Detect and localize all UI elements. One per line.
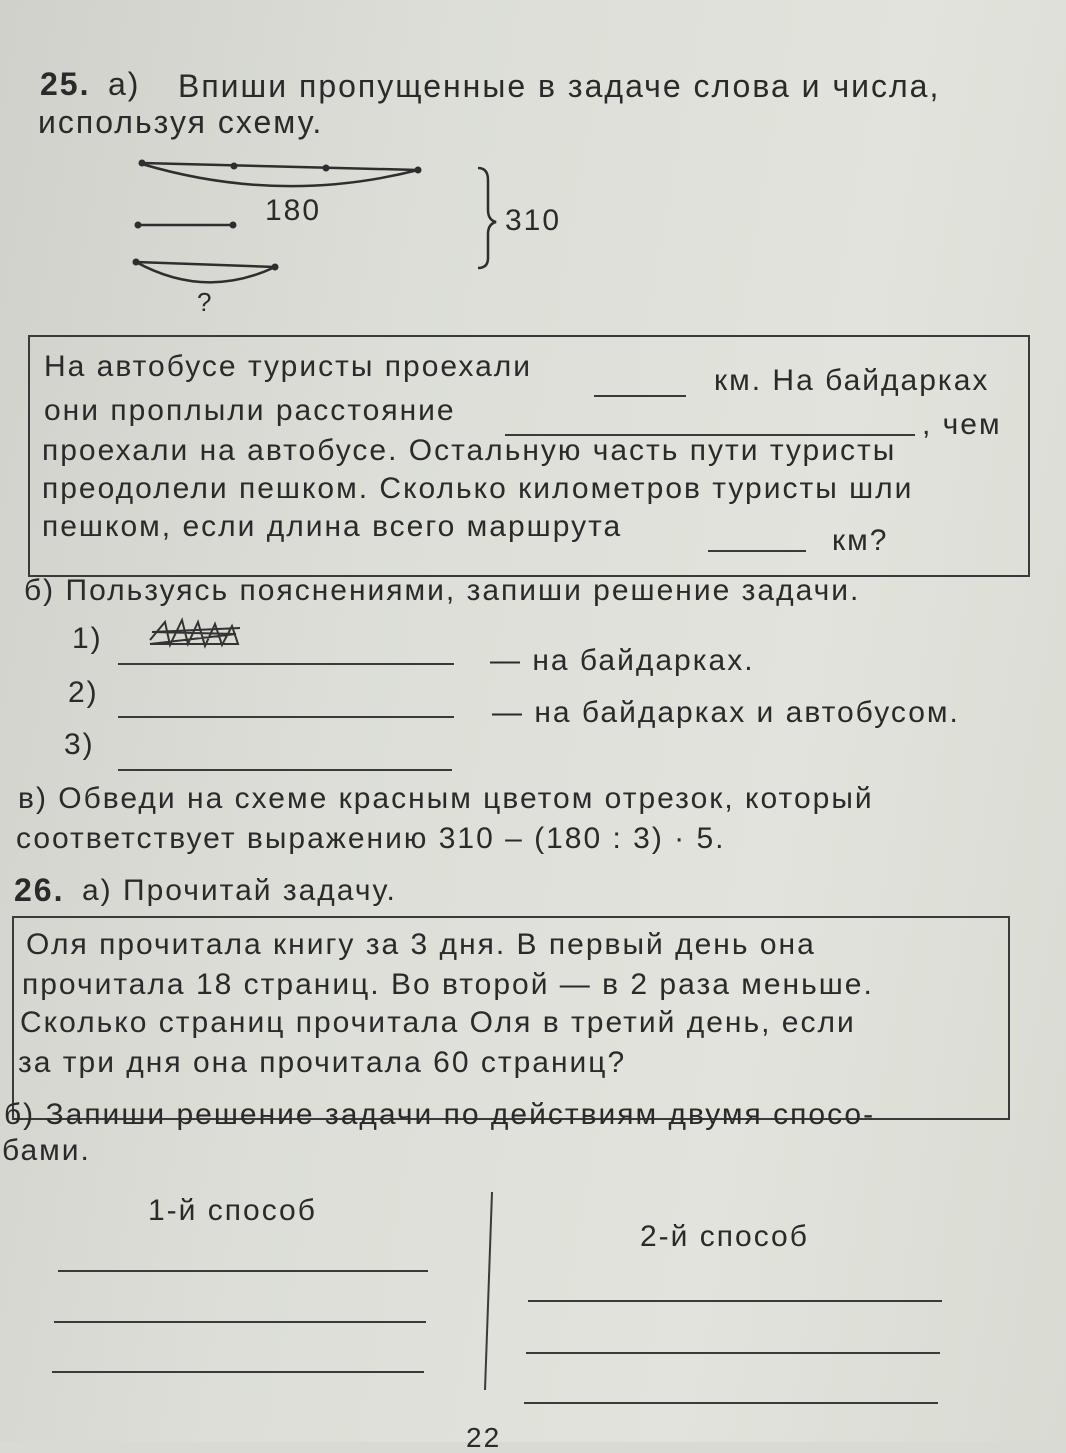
- task-25-instruction-line1: Впиши пропущенные в задаче слова и числа,: [178, 68, 941, 104]
- problem-25-line1a: На автобусе туристы проехали: [44, 350, 533, 383]
- task-26-part-b-line2: бами.: [2, 1134, 91, 1167]
- problem-25-line3: проехали на автобусе. Остальную часть пути туристы: [42, 434, 897, 467]
- scheme-label-180: 180: [265, 194, 322, 227]
- task-26-part-b-line1: б) Запиши решение задачи по действиям двумя спосо-: [4, 1098, 876, 1131]
- task-25-part-c-line1: в) Обведи на схеме красным цветом отрезок, который: [18, 782, 874, 815]
- method-1-line-3[interactable]: [52, 1371, 424, 1373]
- task-25-part-b: б) Пользуясь пояснениями, запиши решение задачи.: [24, 574, 861, 607]
- task-26-part-a: а) Прочитай задачу.: [82, 874, 397, 907]
- step-2-number: 2): [68, 676, 99, 709]
- problem-25-line2a: они проплыли расстояние: [44, 394, 456, 427]
- step-1-number: 1): [72, 622, 103, 655]
- method-2-line-3[interactable]: [524, 1402, 938, 1404]
- method-2-line-2[interactable]: [526, 1352, 940, 1354]
- problem-26-line3: Сколько страниц прочитала Оля в третий день, если: [20, 1006, 856, 1039]
- method-2-line-1[interactable]: [528, 1300, 942, 1302]
- scheme-label-question: ?: [197, 287, 214, 317]
- task-25-part-a-label: а): [108, 66, 141, 102]
- task-25-number: 25.: [40, 66, 91, 102]
- task-26-number: 26.: [14, 872, 65, 908]
- step-3-number: 3): [64, 728, 95, 761]
- problem-25-line2b: , чем: [922, 408, 1002, 441]
- problem-25-line4: преодолели пешком. Сколько километров туристы шли: [42, 472, 914, 505]
- method-1-heading: 1-й способ: [148, 1194, 317, 1227]
- problem-26-line4: за три дня она прочитала 60 страниц?: [18, 1046, 627, 1079]
- problem-25-line1b: км. На байдарках: [714, 364, 990, 397]
- method-1-line-2[interactable]: [54, 1321, 426, 1323]
- problem-26-line1: Оля прочитала книгу за 3 дня. В первый день она: [26, 928, 816, 961]
- problem-25-line5b: км?: [832, 524, 889, 557]
- task-25-part-c-line2: соответствует выражению 310 – (180 : 3) · 5.: [16, 822, 726, 855]
- step-2-suffix: — на байдарках и автобусом.: [492, 696, 960, 729]
- page-number: 22: [466, 1422, 502, 1453]
- problem-25-line5a: пешком, если длина всего маршрута: [42, 510, 623, 543]
- scheme-label-310: 310: [505, 204, 562, 237]
- step-1-suffix: — на байдарках.: [490, 644, 755, 677]
- task-25-instruction-line2: используя схему.: [38, 104, 324, 140]
- method-2-heading: 2-й способ: [640, 1220, 809, 1253]
- method-1-line-1[interactable]: [58, 1270, 428, 1272]
- problem-26-line2: прочитала 18 страниц. Во второй — в 2 раза меньше.: [22, 968, 874, 1001]
